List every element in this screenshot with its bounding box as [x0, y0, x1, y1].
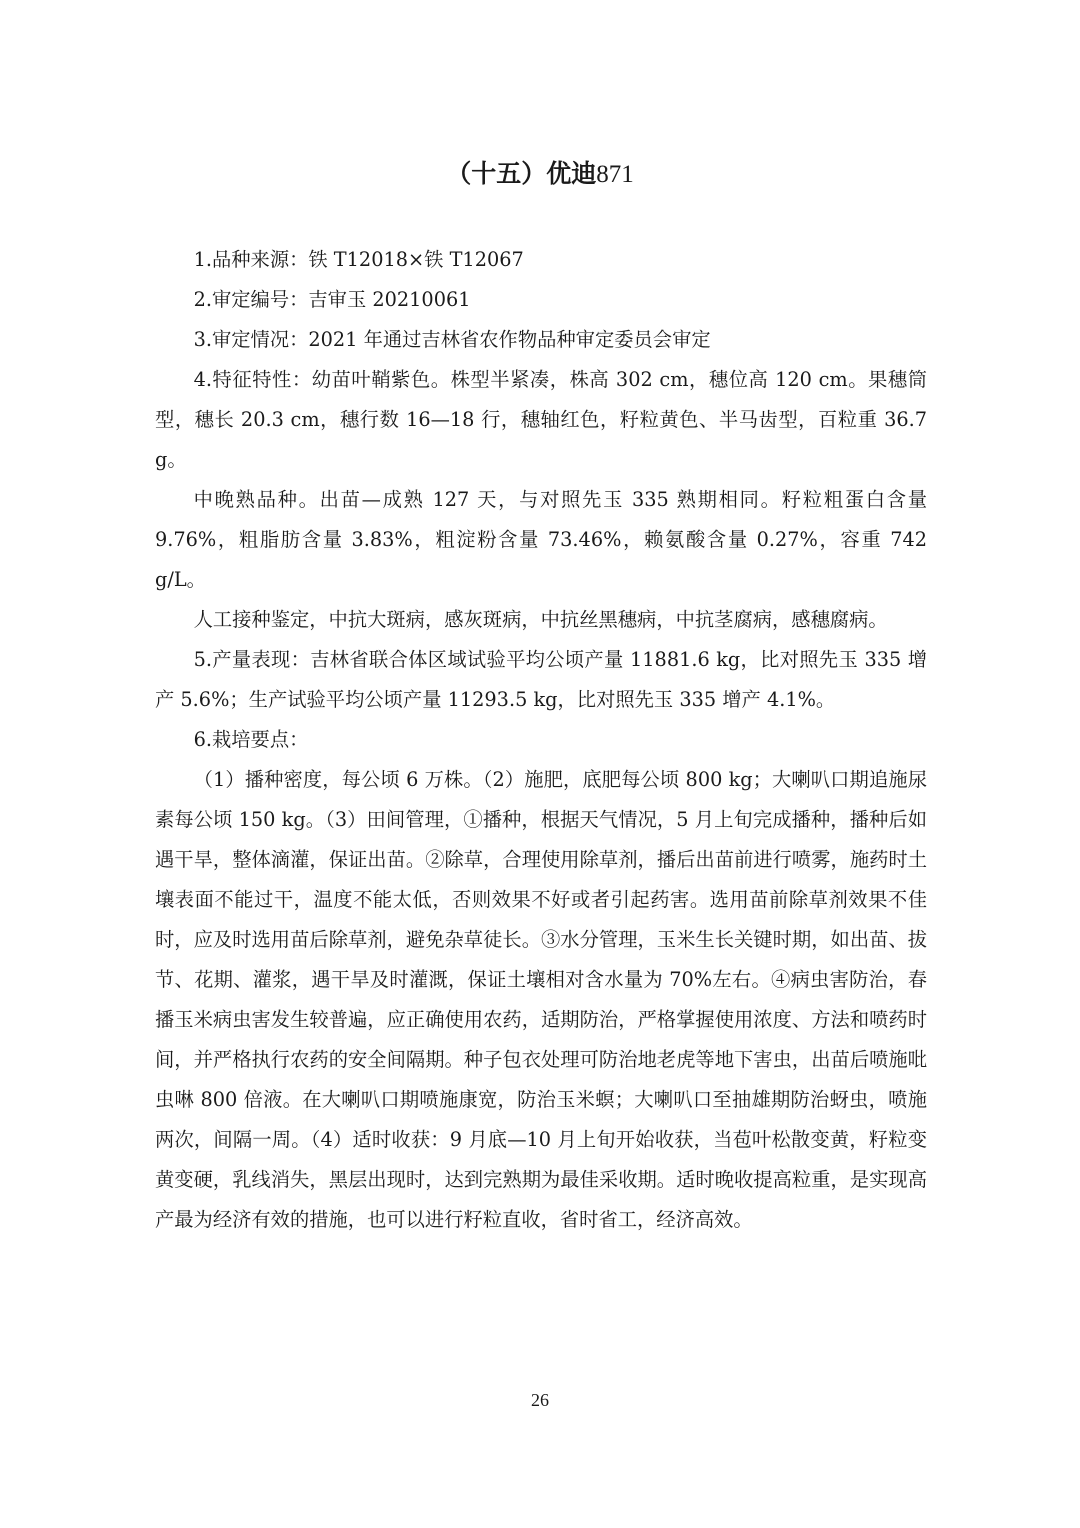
paragraph-cultivation-details: （1）播种密度，每公顷 6 万株。（2）施肥，底肥每公顷 800 kg；大喇叭口期追施尿素每公顷 150 kg。（3）田间管理，①播种，根据天气情况，5 月上旬完成播种，播种后如遇干旱，整体滴灌，保证出苗。②除草，合理使用除草剂，播后出苗前进行喷雾，施药时土壤表面不能过干，温度不能太低，否则效果不好或者引起药害。选用苗前除草剂效果不佳时，应及时选用苗后除草剂，避免杂草徒长。③水分管理，玉米生长关键时期，如出苗、拔节、花期、灌浆，遇干旱及时灌溉，保证土壤相对含水量为 70%左右。④病虫害防治，春播玉米病虫害发生较普遍，应正确使用农药，适期防治，严格掌握使用浓度、方法和喷药时间，并严格执行农药的安全间隔期。种子包衣处理可防治地老虎等地下害虫，出苗后喷施吡虫啉 800 倍液。在大喇叭口期喷施康宽，防治玉米螟；大喇叭口至抽雄期防治蚜虫，喷施两次，间隔一周。（4）适时收获：9 月底—10 月上旬开始收获，当苞叶松散变黄，籽粒变黄变硬，乳线消失，黑层出现时，达到完熟期为最佳采收期。适时晚收提高粒重，是实现高产最为经济有效的措施，也可以进行籽粒直收，省时省工，经济高效。 — [155, 768, 927, 1231]
paragraph-characteristics: 4.特征特性：幼苗叶鞘紫色。株型半紧凑，株高 302 cm，穗位高 120 cm。果穗筒型，穗长 20.3 cm，穗行数 16—18 行，穗轴红色，籽粒黄色、半马齿型，百粒重 36.7 g。 — [155, 368, 927, 471]
paragraph-approval-number: 2.审定编号：吉审玉 20210061 — [193, 288, 471, 311]
paragraph-variety-source: 1.品种来源：铁 T12018×铁 T12067 — [193, 248, 524, 271]
paragraph-cultivation-heading: 6.栽培要点： — [193, 728, 309, 751]
document-body — [155, 240, 927, 1240]
page-title — [0, 156, 1080, 193]
title-text: （十五）优迪 — [446, 159, 597, 188]
paragraph-disease-resistance: 人工接种鉴定，中抗大斑病，感灰斑病，中抗丝黑穗病，中抗茎腐病，感穗腐病。 — [193, 608, 888, 631]
paragraph-approval-status: 3.审定情况：2021 年通过吉林省农作物品种审定委员会审定 — [193, 328, 711, 351]
page-number: 26 — [531, 1390, 549, 1410]
title-number: 871 — [596, 161, 634, 188]
paragraph-yield: 5.产量表现：吉林省联合体区域试验平均公顷产量 11881.6 kg，比对照先玉 335 增产 5.6%；生产试验平均公顷产量 11293.5 kg，比对照先玉 335 增产 4.1%。 — [155, 648, 927, 711]
paragraph-maturity-quality: 中晚熟品种。出苗—成熟 127 天，与对照先玉 335 熟期相同。籽粒粗蛋白含量 9.76%，粗脂肪含量 3.83%，粗淀粉含量 73.46%，赖氨酸含量 0.27%，容重 742 g/L。 — [155, 488, 927, 591]
